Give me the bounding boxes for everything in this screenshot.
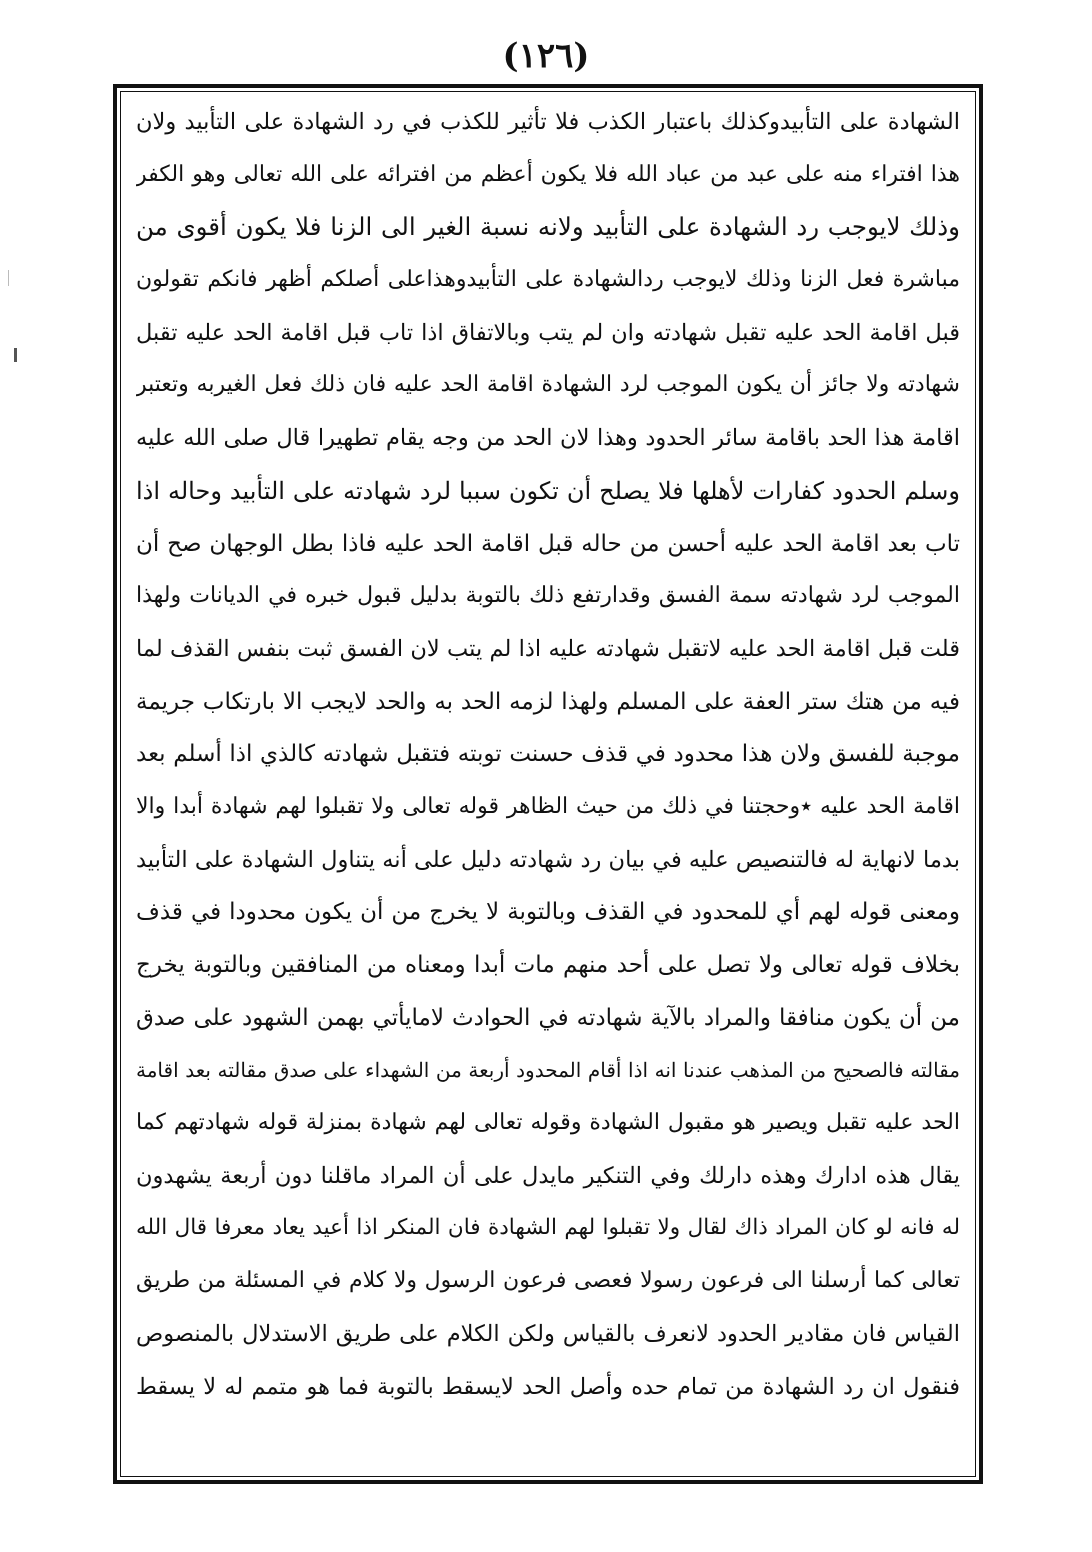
text-line: الشهادة على التأبيدوكذلك باعتبار الكذب فلا تأثير للكذب في رد الشهادة على التأبيد ولان <box>136 109 960 135</box>
text-line: بدما لانهاية له فالتنصيص عليه في بيان رد شهادته دليل على أنه يتناول الشهادة على التأبيد <box>136 846 960 873</box>
text-line: قبل اقامة الحد عليه تقبل شهادته وان لم يتب وبالاتفاق اذا تاب قبل اقامة الحد عليه تقبل <box>136 319 960 346</box>
text-line: شهادته ولا جائز أن يكون الموجب لرد الشهادة اقامة الحد عليه فان ذلك فعل الغيربه وتعتبر <box>136 372 960 398</box>
text-line: يقال هذه ادارك وهذه دارلك وفي التنكير مايدل على أن المراد ماقلنا دون أربعة يشهدون <box>136 1162 960 1189</box>
text-line: له فانه لو كان المراد ذاك لقال ولا تقبلوا لهم الشهادة فان المنكر اذا أعيد يعاد معرفا قال الله <box>136 1215 960 1241</box>
text-line: اقامة الحد عليه ٭وحجتنا في ذلك من حيث الظاهر قوله تعالى ولا تقبلوا لهم شهادة أبدا والا <box>136 793 960 819</box>
text-line: مباشرة فعل الزنا وذلك لايوجب ردالشهادة على التأبيدوهذاعلى أصلكم أظهر فانكم تقولون <box>136 267 960 293</box>
text-line: القياس فان مقادير الحدود لانعرف بالقياس ولكن الكلام على طريق الاستدلال بالمنصوص <box>136 1320 960 1347</box>
text-line: تعالى كما أرسلنا الى فرعون رسولا فعصى فرعون الرسول ولا كلام في المسئلة من طريق <box>136 1268 960 1294</box>
text-line: بخلاف قوله تعالى ولا تصل على أحد منهم مات أبدا ومعناه من المنافقين وبالتوبة يخرج <box>136 952 960 978</box>
scan-edge-mark <box>8 270 9 286</box>
text-line: فنقول ان رد الشهادة من تمام حده وأصل الحد لايسقط بالتوبة فما هو متمم له لا يسقط <box>136 1373 960 1400</box>
text-line: فيه من هتك ستر العفة على المسلم ولهذا لزمه الحد به والحد لايجب الا بارتكاب جريمة <box>136 688 960 715</box>
text-line: ومعنى قوله لهم أي للمحدود في القذف وبالتوبة لا يخرج من أن يكون محدودا في قذف <box>136 899 960 926</box>
page-number: (١٢٦) <box>502 36 590 76</box>
text-line: اقامة هذا الحد باقامة سائر الحدود وهذا لان الحد من وجه يقام تطهيرا قال صلى الله عليه <box>136 425 960 452</box>
text-line: وذلك لايوجب رد الشهادة على التأبيد ولانه نسبة الغير الى الزنا فلا يكون أقوى من <box>136 212 960 242</box>
text-line: هذا افتراء منه على عبد من عباد الله فلا يكون أعظم من افترائه على الله تعالى وهو الكفر <box>136 161 960 187</box>
text-line: الموجب لرد شهادته سمة الفسق وقدارتفع ذلك بالتوبة بدليل قبول خبره في الديانات ولهذا <box>136 583 960 609</box>
text-line: مقالته فالصحيح من المذهب عندنا انه اذا أقام المحدود أربعة من الشهداء على صدق مقالته بعد اقامة <box>136 1058 960 1083</box>
text-line: قلت قبل اقامة الحد عليه لاتقبل شهادته عليه اذا لم يتب لان الفسق ثبت بنفس القذف لما <box>136 635 960 662</box>
text-line: وسلم الحدود كفارات لأهلها فلا يصلح أن تكون سببا لرد شهادته على التأبيد وحاله اذا <box>136 476 960 505</box>
text-line: تاب بعد اقامة الحد عليه أحسن من حاله قبل اقامة الحد عليه فاذا بطل الوجهان صح أن <box>136 530 960 557</box>
text-line: موجبة للفسق ولان هذا محدود في قذف حسنت توبته فتقبل شهادته كالذي اذا أسلم بعد <box>136 741 960 768</box>
text-line: من أن يكون منافقا والمراد بالآية شهادته في الحوادث لامايأتي بهمن الشهود على صدق <box>136 1004 960 1031</box>
body-text <box>136 96 960 1468</box>
scan-edge-mark <box>14 348 17 362</box>
text-line: الحد عليه تقبل ويصير هو مقبول الشهادة وقوله تعالى لهم شهادة بمنزلة قوله شهادتهم كما <box>136 1110 960 1136</box>
